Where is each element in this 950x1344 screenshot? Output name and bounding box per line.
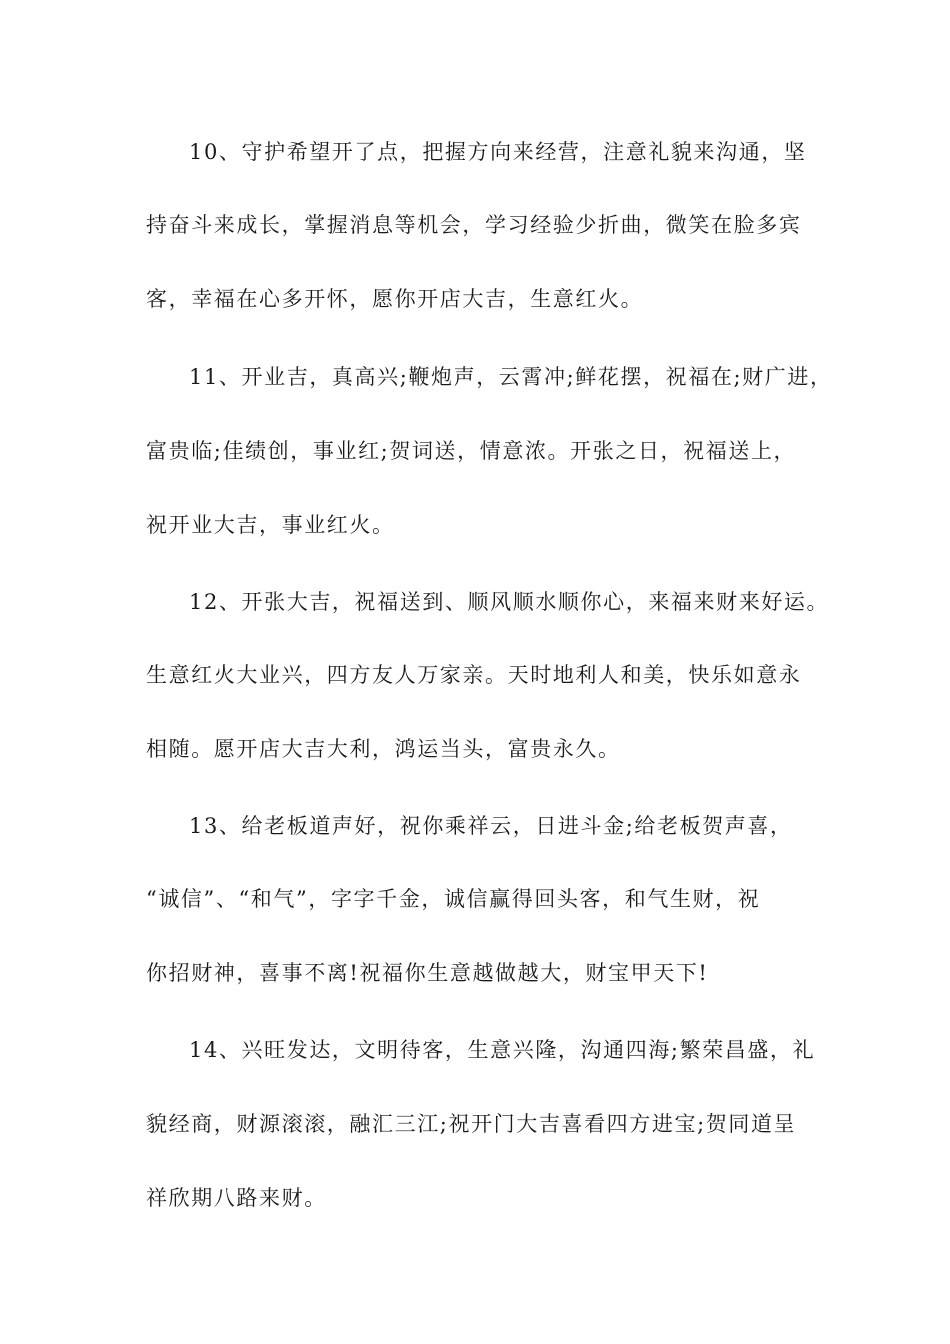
paragraph-line: 你招财神，喜事不离!祝福你生意越做越大，财宝甲天下! <box>146 961 709 985</box>
paragraph-line: 14、兴旺发达，文明待客，生意兴隆，沟通四海;繁荣昌盛，礼 <box>189 1038 816 1062</box>
paragraph-line: 生意红火大业兴，四方友人万家亲。天时地利人和美，快乐如意永 <box>146 663 802 687</box>
paragraph-line: 持奋斗来成长，掌握消息等机会，学习经验少折曲，微笑在脸多宾 <box>146 213 802 237</box>
paragraph-line: 13、给老板道声好，祝你乘祥云，日进斗金;给老板贺声喜， <box>189 814 793 838</box>
paragraph-line: “诚信”、“和气”，字字千金，诚信赢得回头客，和气生财，祝 <box>146 887 761 911</box>
paragraph-line: 富贵临;佳绩创，事业红;贺词送，情意浓。开张之日，祝福送上， <box>146 439 797 463</box>
paragraph-line: 11、开业吉，真高兴;鞭炮声，云霄冲;鲜花摆，祝福在;财广进， <box>189 365 833 389</box>
paragraph-line: 貌经商，财源滚滚，融汇三江;祝开门大吉喜看四方进宝;贺同道呈 <box>146 1112 797 1136</box>
paragraph-line: 祝开业大吉，事业红火。 <box>146 513 395 537</box>
paragraph-line: 10、守护希望开了点，把握方向来经营，注意礼貌来沟通，坚 <box>189 140 807 164</box>
paragraph-line: 12、开张大吉，祝福送到、顺风顺水顺你心，来福来财来好运。 <box>189 590 830 614</box>
paragraph-line: 客，幸福在心多开怀，愿你开店大吉，生意红火。 <box>146 287 644 311</box>
paragraph-line: 祥欣期八路来财。 <box>146 1186 327 1210</box>
paragraph-line: 相随。愿开店大吉大利，鸿运当头，富贵永久。 <box>146 737 621 761</box>
